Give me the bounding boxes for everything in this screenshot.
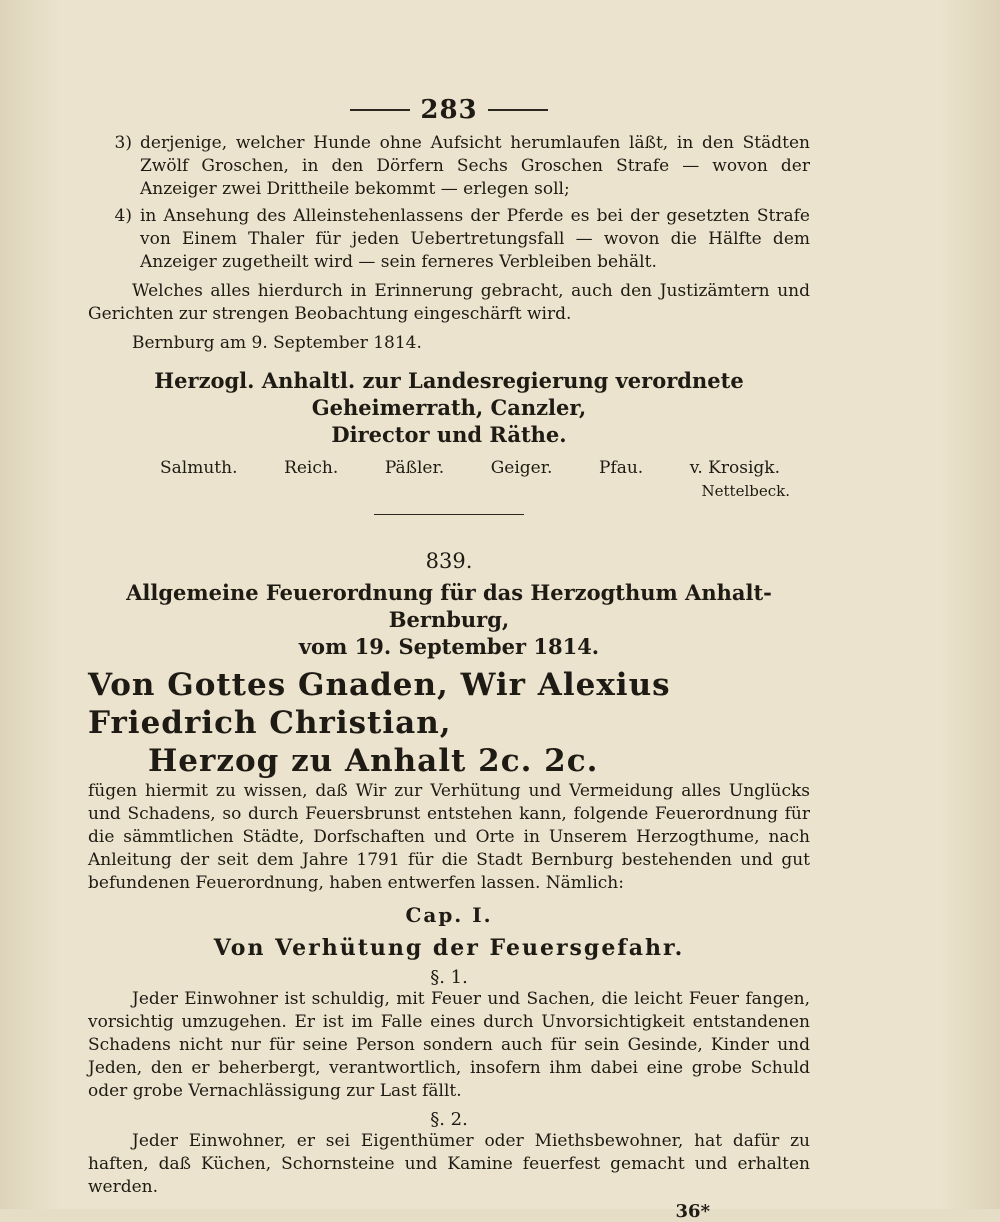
- signatory-name: Geiger.: [490, 458, 553, 478]
- item-number: 3): [114, 133, 132, 153]
- section-paragraph: Jeder Einwohner, er sei Eigenthümer oder Miethsbewohner, hat dafür zu haften, daß Küchen, Schornsteine und Kamine feuerfest gemacht und erhalten werden.: [88, 1131, 810, 1197]
- signatory-name: Salmuth.: [160, 458, 238, 478]
- section-divider: [374, 514, 524, 515]
- signatory-name: v. Krosigk.: [689, 458, 780, 478]
- section-label: §. 1.: [430, 967, 468, 988]
- item-text: in Ansehung des Alleinstehenlassens der Pferde es bei der gesetzten Strafe von Einem Thaler für jeden Uebertretungsfall — wovon die Hälfte dem Anzeiger zugetheilt wird — sein ferneres Verbleiben behält.: [140, 206, 810, 272]
- item-text: derjenige, welcher Hunde ohne Aufsicht herumlaufen läßt, in den Städten Zwölf Groschen, in den Dörfern Sechs Groschen Strafe — wovon der Anzeiger zwei Drittheile bekommt — erlegen soll;: [140, 133, 810, 199]
- signatory-name: Pfau.: [598, 458, 644, 478]
- printer-signature-mark: 36*: [675, 1201, 710, 1222]
- ducal-line-2: Herzog zu Anhalt 2c. 2c.: [148, 743, 599, 779]
- ducal-line-1: Von Gottes Gnaden, Wir Alexius Friedrich Christian,: [88, 667, 671, 741]
- ordinance-title: [88, 579, 810, 660]
- item-number: 4): [114, 206, 132, 226]
- section-label: §. 2.: [430, 1109, 468, 1130]
- ordinance-number: 839.: [425, 549, 473, 573]
- chapter-label: Cap. I.: [405, 903, 493, 927]
- signatory-name: Reich.: [284, 458, 339, 478]
- closing-paragraph: Welches alles hierdurch in Erinnerung gebracht, auch den Justizämtern und Gerichten zur strengen Beobachtung eingeschärft wird.: [88, 281, 810, 324]
- authority-line-2: Director und Räthe.: [331, 422, 567, 447]
- signatory-name: Päßler.: [384, 458, 445, 478]
- ordinance-date-line: vom 19. September 1814.: [298, 634, 600, 659]
- header-rule-left: [350, 109, 410, 111]
- preamble-paragraph: fügen hiermit zu wissen, daß Wir zur Verhütung und Vermeidung alles Unglücks und Schadens, so durch Feuersbrunst entstehen kann, folgende Feuerordnung für die sämmtlichen Städte, Dorfschaften und Orte in Unserem Herzogthume, nach Anleitung der seit dem Jahre 1791 für die Stadt Bernburg bestehenden und gut befundenen Feuerordnung, haben entwerfen lassen. Nämlich:: [88, 781, 810, 893]
- page-content: [88, 92, 810, 1222]
- issuing-authority: [88, 367, 810, 448]
- header-rule-right: [488, 109, 548, 111]
- signatories: [160, 458, 780, 478]
- signatory-name: Nettelbeck.: [701, 482, 790, 500]
- authority-line-1: Herzogl. Anhaltl. zur Landesregierung verordnete Geheimerrath, Canzler,: [154, 368, 744, 420]
- ducal-intitulation: [88, 666, 810, 780]
- section-paragraph: Jeder Einwohner ist schuldig, mit Feuer und Sachen, die leicht Feuer fangen, vorsichtig umzugehen. Er ist im Falle eines durch Unvorsichtigkeit entstandenen Schadens nicht nur für seine Person sondern auch für sein Gesinde, Kinder und Jeden, den er beherbergt, verantwortlich, insofern ihm dabei eine grobe Schuld oder grobe Vernachlässigung zur Last fällt.: [88, 989, 810, 1101]
- list-item: [88, 132, 810, 201]
- list-item: [88, 205, 810, 274]
- date-line: Bernburg am 9. September 1814.: [132, 333, 422, 353]
- chapter-title: Von Verhütung der Feuersgefahr.: [213, 935, 685, 961]
- page-header: [88, 92, 810, 128]
- page-number: 283: [420, 95, 478, 125]
- ordinance-title-line-1: Allgemeine Feuerordnung für das Herzogthum Anhalt-Bernburg,: [126, 580, 772, 632]
